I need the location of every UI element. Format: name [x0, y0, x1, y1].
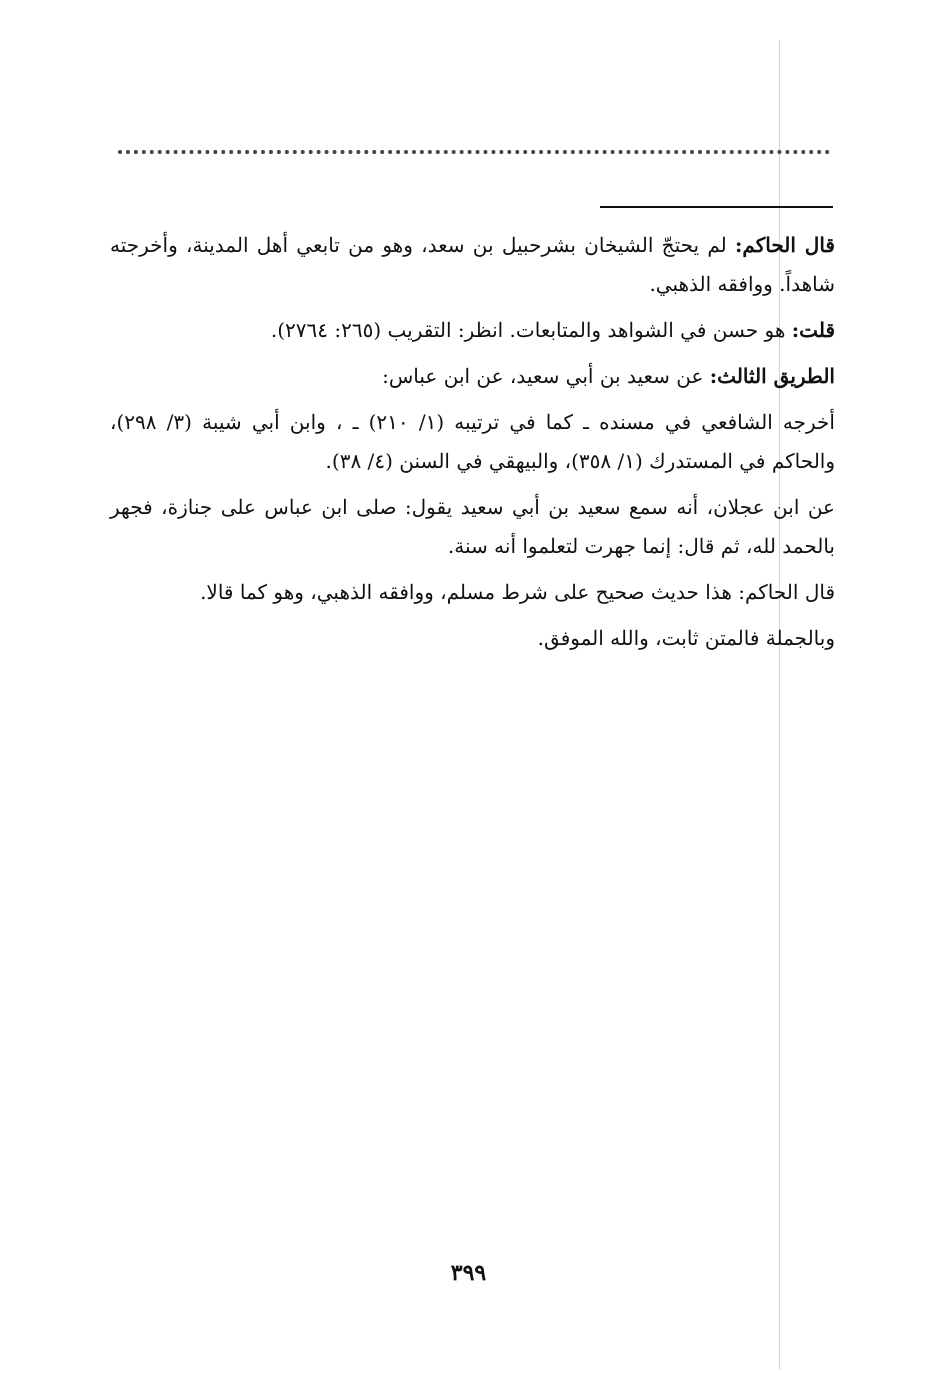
paragraph-hakim-comment — [110, 226, 835, 304]
paragraph-third-route — [110, 357, 835, 396]
footnote-rule — [600, 206, 833, 208]
paragraph-narration — [110, 488, 835, 566]
paragraph-lead: قلت: — [791, 318, 835, 342]
dotted-separator — [118, 150, 830, 154]
paragraph-text: لم يحتجّ الشيخان بشرحبيل بن سعد، وهو من تابعي أهل المدينة، وأخرجته شاهداً. ووافقه الذهبي. — [110, 233, 835, 296]
paragraph-text: وبالجملة فالمتن ثابت، والله الموفق. — [537, 626, 835, 650]
paragraph-lead: قال الحاكم: — [735, 233, 835, 257]
paragraph-author-note — [110, 311, 835, 350]
page-number: ٣٩٩ — [450, 1260, 487, 1286]
paragraph-lead: الطريق الثالث: — [709, 364, 835, 388]
paragraph-sources — [110, 403, 835, 481]
paragraph-text: هو حسن في الشواهد والمتابعات. انظر: التقريب (٢٦٥: ٢٧٦٤). — [270, 318, 792, 342]
paragraph-text: أخرجه الشافعي في مسنده ـ كما في ترتيبه (١/ ٢١٠) ـ ، وابن أبي شيبة (٣/ ٢٩٨)، والحاكم في المستدرك (١/ ٣٥٨)، والبيهقي في السنن (٤/ ٣٨). — [110, 410, 835, 473]
paragraph-hakim-grading — [110, 573, 835, 612]
paragraph-conclusion — [110, 619, 835, 658]
main-text — [110, 226, 835, 665]
paragraph-text: عن ابن عجلان، أنه سمع سعيد بن أبي سعيد يقول: صلى ابن عباس على جنازة، فجهر بالحمد لله، ثم قال: إنما جهرت لتعلموا أنه سنة. — [110, 495, 835, 558]
paragraph-text: عن سعيد بن أبي سعيد، عن ابن عباس: — [382, 364, 710, 388]
paragraph-text: قال الحاكم: هذا حديث صحيح على شرط مسلم، ووافقه الذهبي، وهو كما قالا. — [200, 580, 835, 604]
